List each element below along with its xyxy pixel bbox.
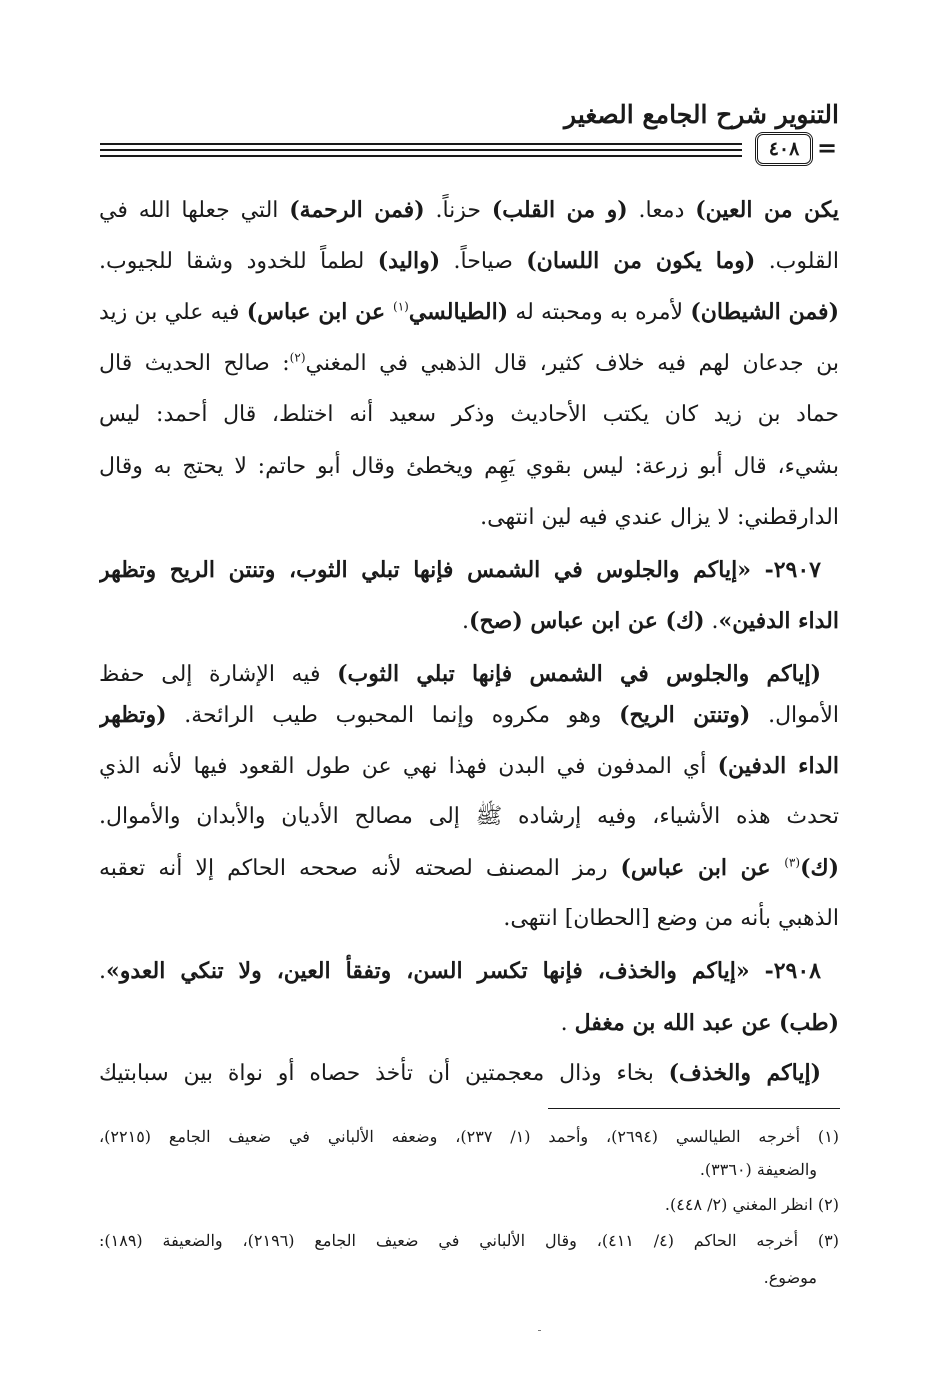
text-line <box>99 741 839 791</box>
text-segment: . <box>462 609 470 634</box>
bold-segment: (إياكم والجلوس في الشمس فإنها تبلي الثوب) <box>337 661 821 687</box>
text-line <box>99 390 839 440</box>
text-segment: وهو مكروه وإنما المحبوب طيب الرائحة. <box>166 703 620 728</box>
header-rule <box>100 155 742 157</box>
text-segment: صياحاً. <box>440 249 527 274</box>
text-segment: تحدث هذه الأشياء، وفيه إرشاده ﷺ إلى مصالح الأديان والأبدان والأموال. <box>99 804 839 829</box>
text-line <box>99 185 839 235</box>
text-segment: الذهبي بأنه من وضع [الحطان] انتهى. <box>503 906 839 931</box>
header-ornament: = <box>817 133 838 162</box>
text-segment: أي المدفون في البدن فهذا نهي عن طول القعود فيها لأنه الذي <box>99 754 718 779</box>
running-title: التنوير شرح الجامع الصغير <box>564 100 839 129</box>
bold-segment: الداء الدفين) <box>717 753 839 779</box>
bold-segment: (فمن الشيطان) <box>690 299 839 325</box>
text-segment: . <box>560 1011 575 1036</box>
footnote: والضعيفة (٣٣٦٠). <box>699 1160 817 1179</box>
bold-segment: (ك) عن ابن عباس (صح) <box>469 608 705 634</box>
text-segment: القلوب. <box>755 249 839 274</box>
bold-segment: (وما يكون من اللسان) <box>526 248 756 274</box>
bold-segment: (إياكم والخذف) <box>668 1060 821 1086</box>
bold-segment: (طب) عن عبد الله بن مغفل <box>574 1010 839 1036</box>
text-segment: بن جدعان لهم فيه خلاف كثير، قال الذهبي في المغني <box>305 351 839 376</box>
header-rule <box>100 143 742 145</box>
text-segment: بخاء وذال معجمتين أن تأخذ حصاه أو نواة بين سبابتيك <box>99 1061 669 1086</box>
text-segment: بشيء، قال أبو زرعة: ليس بقوي يَهِم ويخطئ وقال أبو حاتم: لا يحتج به وقال <box>99 454 839 479</box>
bold-segment: (و من القلب) <box>491 197 628 223</box>
text-segment: الأموال. <box>750 703 839 728</box>
bold-segment: ٢٩٠٨- «إياكم والخذف، فإنها تكسر السن، وتفقأ العين، ولا تنكي العدو» <box>106 958 821 984</box>
text-segment: حزناً. <box>424 198 492 223</box>
bold-segment: (الطيالسي <box>408 299 509 325</box>
text-segment: فيه الإشارة إلى حفظ <box>99 662 338 687</box>
text-line <box>99 596 839 646</box>
bold-segment: (وتظهر <box>99 702 167 728</box>
text-segment: رمز المصنف لصحته لأنه صححه الحاكم إلا أنه تعقبه <box>99 856 621 881</box>
bold-segment: يكن من العين) <box>695 197 839 223</box>
text-segment: . <box>99 959 106 984</box>
footnote: (٣) أخرجه الحاكم (٤/ ٤١١)، وقال الألباني في ضعيف الجامع (٢١٩٦)، والضعيفة (١٨٩): <box>99 1231 839 1250</box>
text-line <box>99 339 839 389</box>
text-segment: الدارقطني: لا يزال عندي فيه لين انتهى. <box>480 505 839 530</box>
bold-segment: (واليد) <box>377 248 441 274</box>
text-line <box>99 998 839 1048</box>
text-segment: : صالح الحديث قال <box>99 351 290 376</box>
text-segment: لطماً للخدود وشقا للجيوب. <box>99 249 378 274</box>
text-segment: دمعا. <box>627 198 696 223</box>
bold-segment: الداء الدفين» <box>718 608 839 634</box>
hadith-heading <box>99 946 821 996</box>
bold-segment: عن ابن عباس) <box>620 855 785 881</box>
hadith-heading <box>99 545 821 595</box>
footnote: موضوع. <box>763 1268 817 1287</box>
footnote: (٢) انظر المغني (٢/ ٤٤٨). <box>664 1195 839 1214</box>
bold-segment: (ك) <box>800 855 839 881</box>
bold-segment: ٢٩٠٧- «إياكم والجلوس في الشمس فإنها تبلي الثوب، وتنتن الريح وتظهر <box>99 557 821 583</box>
footnote-ref[interactable]: (١) <box>393 299 409 314</box>
text-line <box>99 287 839 337</box>
text-line <box>99 792 839 842</box>
text-segment: . <box>704 609 719 634</box>
bold-segment: (فمن الرحمة) <box>289 197 425 223</box>
bold-segment: (وتنتن الريح) <box>619 702 751 728</box>
text-line <box>99 843 839 893</box>
text-line <box>99 236 839 286</box>
footnote: (١) أخرجه الطيالسي (٢٦٩٤)، وأحمد (١/ ٢٣٧)، وضعفه الألباني في ضعيف الجامع (٢٢١٥)، <box>99 1127 839 1146</box>
text-segment: حماد بن زيد كان يكتب الأحاديث وذكر سعيد أنه اختلط، قال أحمد: ليس <box>99 402 839 427</box>
text-line <box>99 894 839 944</box>
text-line <box>99 1048 821 1098</box>
text-line <box>99 493 839 543</box>
text-line <box>99 442 839 492</box>
footnote-separator <box>548 1108 840 1109</box>
text-line <box>99 690 839 740</box>
footnote-ref[interactable]: (٢) <box>289 350 306 365</box>
page-number: ٤٠٨ <box>755 132 813 166</box>
footnote-ref[interactable]: (٣) <box>784 855 801 870</box>
text-segment: لأمره به ومحبته له <box>508 300 691 325</box>
scan-mark <box>538 1330 541 1331</box>
text-segment: فيه علي بن زيد <box>99 300 247 325</box>
header-rule <box>100 149 742 151</box>
text-segment: التي جعلها الله في <box>99 198 290 223</box>
bold-segment: عن ابن عباس) <box>246 299 393 325</box>
